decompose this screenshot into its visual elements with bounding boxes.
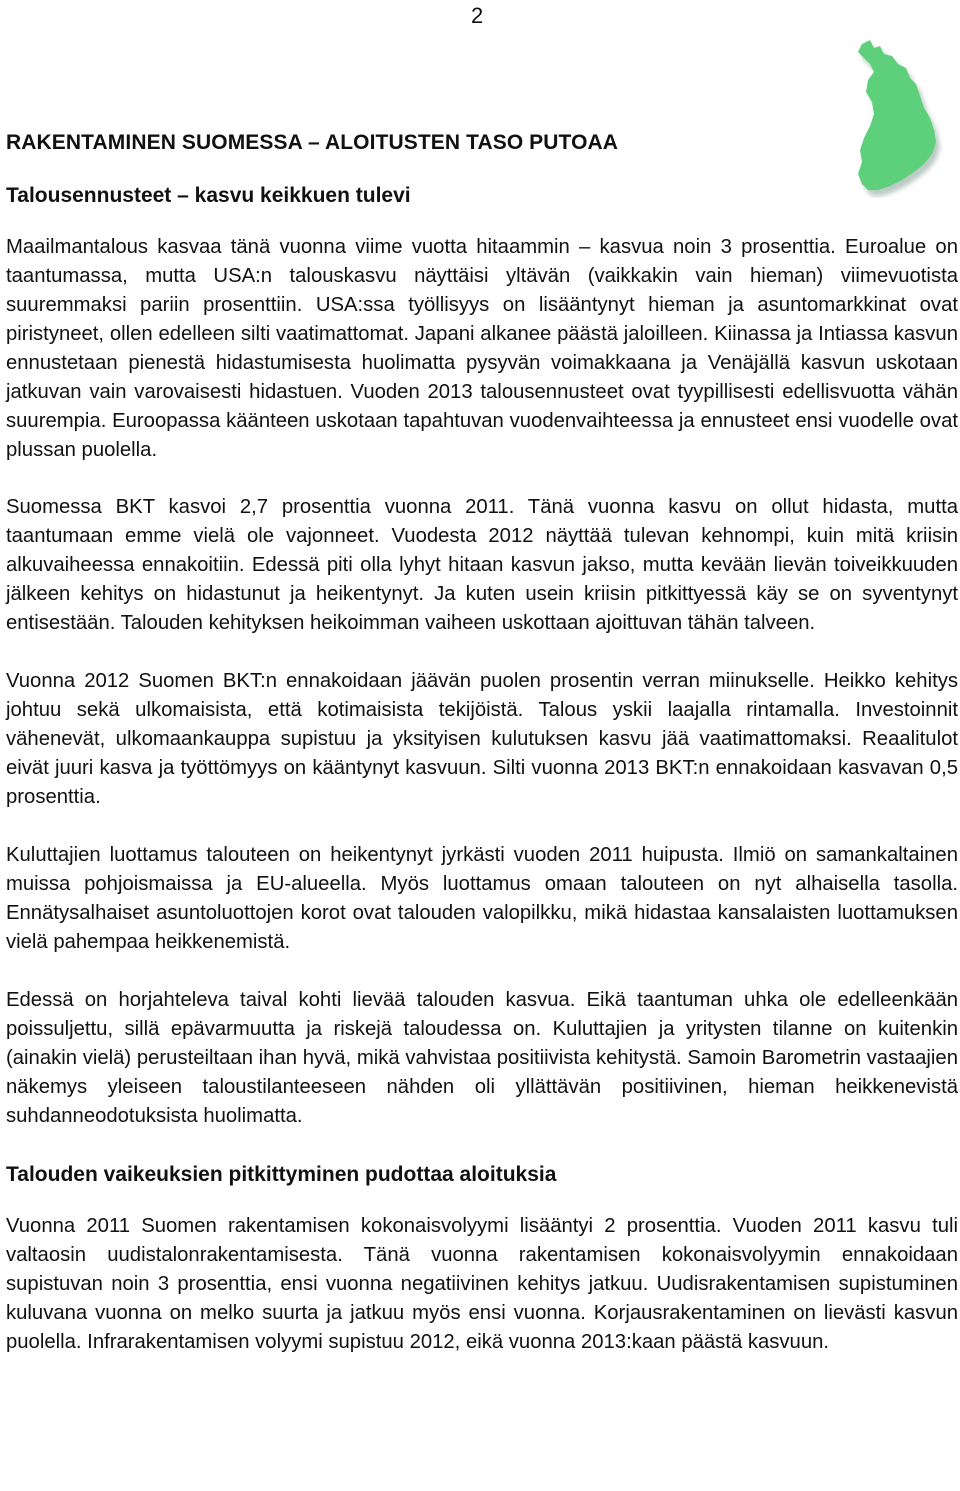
document-title: RAKENTAMINEN SUOMESSA – ALOITUSTEN TASO PUTOAA xyxy=(6,131,619,154)
paragraph: Maailmantalous kasvaa tänä vuonna viime vuotta hitaammin – kasvua noin 3 prosenttia. Euroalue on taantumassa, mutta USA:n talouskasvu näyttäisi yltävän (vaikkakin vain hieman) viimevuotista suuremmaksi pariin prosenttiin. USA:ssa työllisyys on lisääntynyt hieman ja asuntomarkkinat ovat piristyneet, ollen edelleen silti vaatimattomat. Japani alkanee päästä jaloilleen. Kiinassa ja Intiassa kasvun ennustetaan pienestä hidastumisesta huolimatta pysyvän voimakkaana ja Venäjällä kasvun uskotaan jatkuvan vain varovaisesti hidastuen. Vuoden 2013 talousennusteet ovat tyypillisesti edellisvuotta vähän suurempia. Euroopassa käänteen uskotaan tapahtuvan vuodenvaihteessa ja ennusteet ensi vuodelle ovat plussan puolella. xyxy=(6,236,958,461)
document-subtitle: Talousennusteet – kasvu keikkuen tulevi xyxy=(6,184,411,207)
paragraph: Edessä on horjahteleva taival kohti lievää talouden kasvua. Eikä taantuman uhka ole edelleenkään poissuljettu, sillä epävarmuutta ja riskejä taloudessa on. Kuluttajien ja yritysten tilanne on kuitenkin (ainakin vielä) perusteiltaan ihan hyvä, mikä vahvistaa positiivista kehitystä. Samoin Barometrin vastaajien näkemys yleiseen taloustilanteeseen nähden oli yllättävän positiivinen, hieman heikkenevistä suhdanneodotuksista huolimatta. xyxy=(6,989,958,1127)
document-body xyxy=(6,128,958,1386)
paragraph: Vuonna 2011 Suomen rakentamisen kokonaisvolyymi lisääntyi 2 prosenttia. Vuoden 2011 kasvu tuli valtaosin uudistalonrakentamisesta. Tänä vuonna rakentamisen kokonaisvolyymin ennakoidaan supistuvan noin 3 prosenttia, ensi vuonna negatiivinen kehitys jatkuu. Uudisrakentamisen supistuminen kuluvana vuonna on melko suurta ja jatkuu myös ensi vuonna. Korjausrakentaminen on lievästi kasvun puolella. Infrarakentamisen volyymi supistuu 2012, eikä vuonna 2013:kaan päästä kasvuun. xyxy=(6,1215,958,1353)
paragraph: Vuonna 2012 Suomen BKT:n ennakoidaan jäävän puolen prosentin verran miinukselle. Heikko kehitys johtuu sekä ulkomaisista, että kotimaisista tekijöistä. Talous yskii laajalla rintamalla. Investoinnit vähenevät, ulkomaankauppa supistuu ja yksityisen kulutuksen kasvu jää vaatimattomaksi. Reaalitulot eivät juuri kasva ja työttömyys on kääntynyt kasvuun. Silti vuonna 2013 BKT:n ennakoidaan kasvavan 0,5 prosenttia. xyxy=(6,670,958,808)
paragraph: Suomessa BKT kasvoi 2,7 prosenttia vuonna 2011. Tänä vuonna kasvu on ollut hidasta, mutta taantumaan emme vielä ole vajonneet. Vuodesta 2012 näyttää tulevan kehnompi, kuin mitä kriisin alkuvaiheessa ennakoitiin. Edessä piti olla lyhyt hitaan kasvun jakso, mutta kevään lievän toiveikkuuden jälkeen kehitys on hidastunut ja heikentynyt. Ja kuten usein kriisin pitkittyessä käy se on syventynyt entisestään. Talouden kehityksen heikoimman vaiheen uskottaan ajoittuvan tähän talveen. xyxy=(6,496,958,634)
page-number: 2 xyxy=(471,3,484,28)
paragraph: Kuluttajien luottamus talouteen on heikentynyt jyrkästi vuoden 2011 huipusta. Ilmiö on samankaltainen muissa pohjoismaissa ja EU-alueella. Myös luottamus omaan talouteen on nyt alhaisella tasolla. Ennätysalhaiset asuntoluottojen korot ovat talouden valopilkku, mikä hidastaa kansalaisten luottamuksen vielä pahempaa heikkenemistä. xyxy=(6,844,958,953)
section-heading: Talouden vaikeuksien pitkittyminen pudottaa aloituksia xyxy=(6,1163,557,1186)
